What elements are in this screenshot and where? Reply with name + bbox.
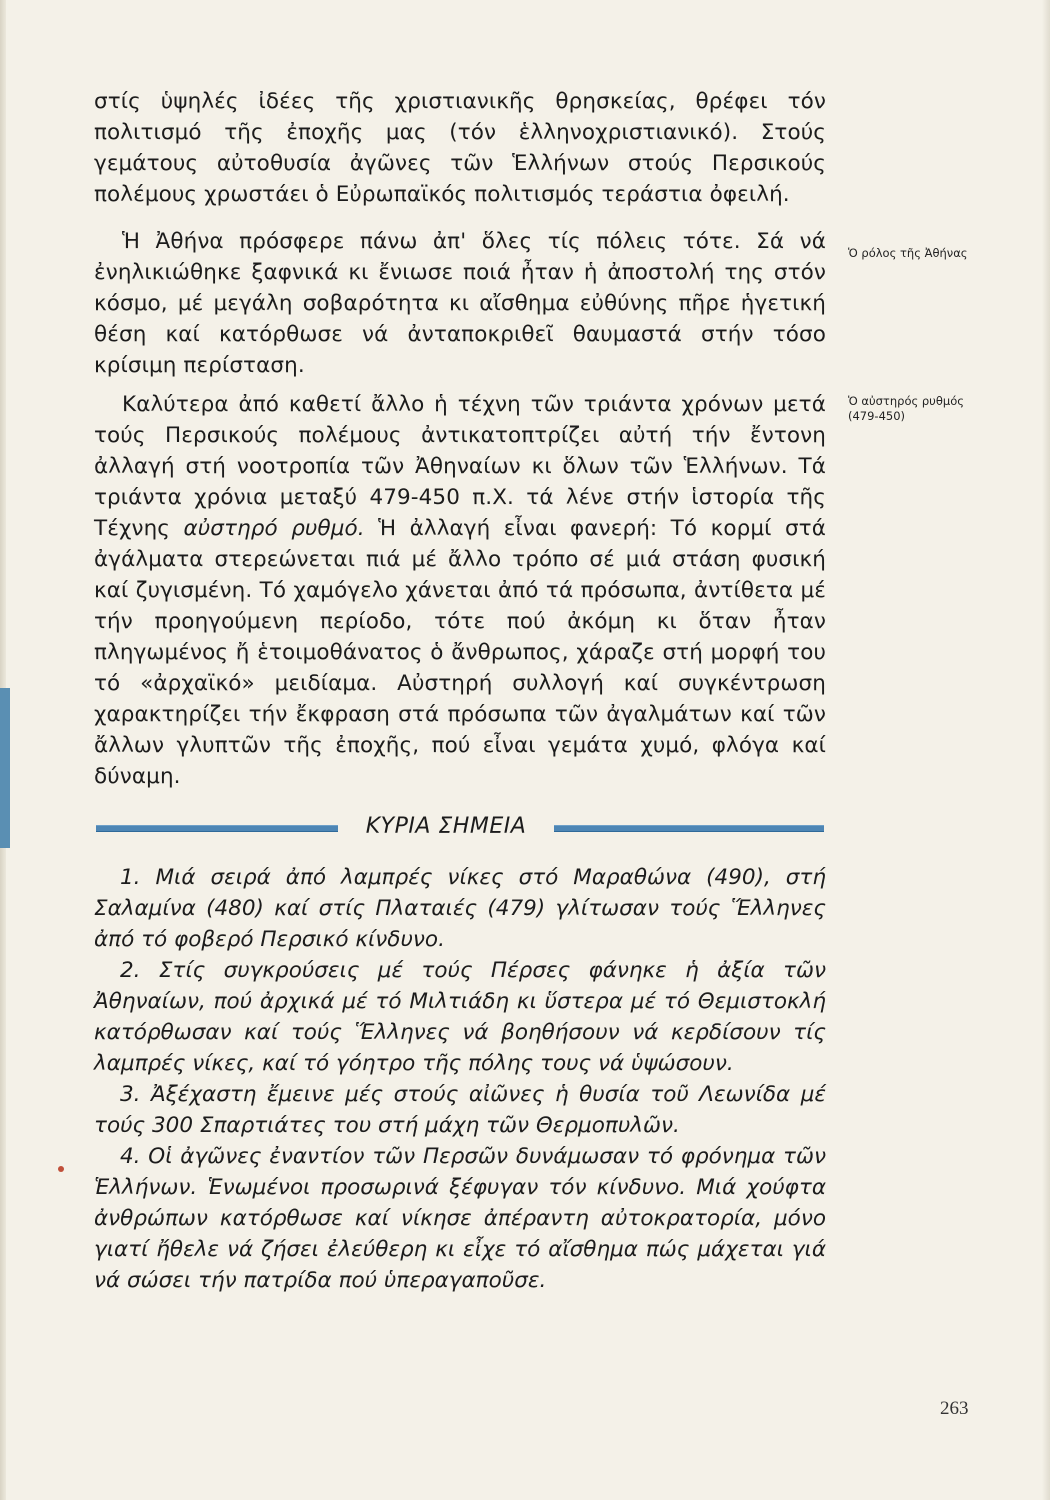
paragraph-athens-role bbox=[94, 226, 826, 381]
page-number: 263 bbox=[940, 1398, 969, 1419]
paragraph-3 bbox=[94, 389, 826, 792]
key-point-3: 3. Ἀξέχαστη ἔμεινε μές στούς αἰῶνες ἡ θυσία τοῦ Λεωνίδα μέ τούς 300 Σπαρτιάτες του στή μάχη τῶν Θερμοπυλῶν. bbox=[94, 1082, 826, 1138]
margin-note-athens-role: Ὁ ρόλος τῆς Ἀθήνας bbox=[848, 246, 968, 260]
paragraph-1: στίς ὑψηλές ἰδέες τῆς χριστιανικῆς θρησκείας, θρέφει τόν πολιτισμό τῆς ἐποχῆς μας (τόν ἑλληνοχριστιανικό). Στούς γεμάτους αὐτοθυσία ἀγῶνες τῶν Ἑλλήνων στούς Περσικούς πολέμους χρωστάει ὁ Εὐρωπαϊκός πολιτισμός τεράστια ὀφειλή. bbox=[94, 89, 826, 207]
key-point-2: 2. Στίς συγκρούσεις μέ τούς Πέρσες φάνηκε ἡ ἀξία τῶν Ἀθηναίων, πού ἀρχικά μέ τό Μιλτιάδη κι ὕστερα μέ τό Θεμιστοκλή κατόρθωσαν καί τούς Ἕλληνες νά βοηθήσουν νά κερδίσουν τίς λαμπρές νίκες, καί τό γόητρο τῆς πόλης τους νά ὑψώσουν. bbox=[94, 958, 826, 1076]
section-rule-right bbox=[554, 825, 824, 832]
side-color-tab bbox=[0, 688, 10, 848]
paragraph-severe-style bbox=[94, 389, 826, 792]
red-dot-marker bbox=[58, 1166, 64, 1172]
key-point-1: 1. Μιά σειρά ἀπό λαμπρές νίκες στό Μαραθώνα (490), στή Σαλαμίνα (480) καί στίς Πλαταιές (479) γλίτωσαν τούς Ἕλληνες ἀπό τό φοβερό Περσικό κίνδυνο. bbox=[94, 865, 826, 952]
key-point-4: 4. Οἱ ἀγῶνες ἐναντίον τῶν Περσῶν δυνάμωσαν τό φρόνημα τῶν Ἑλλήνων. Ἑνωμένοι προσωρινά ξέφυγαν τόν κίνδυνο. Μιά χούφτα ἀνθρώπων κατόρθωσε καί νίκησε ἀπέραντη αὐτοκρατορία, μόνο γιατί ἤθελε νά ζήσει ἐλεύθερη κι εἶχε τό αἴσθημα πώς μάχεται γιά νά σώσει τήν πατρίδα πού ὑπεραγαποῦσε. bbox=[94, 1144, 826, 1293]
page-edge-shadow bbox=[1042, 0, 1050, 1500]
margin-note-severe-style: Ὁ αὐστηρός ρυθμός (479-450) bbox=[848, 394, 964, 423]
key-points-list bbox=[94, 862, 826, 1296]
paragraph-3-end: Ἡ ἀλλαγή εἶναι φανερή: Τό κορμί στά ἀγάλματα στερεώνεται πιά μέ ἄλλο τρόπο σέ μιά στάση φυσική καί ζυγισμένη. Τό χαμόγελο χάνεται ἀπό τά πρόσωπα, ἀντίθετα μέ τήν προηγούμενη περίοδο, τότε πού ἀκόμη κι ὅταν ἦταν πληγωμένος ἤ ἑτοιμοθάνατος ὁ ἄνθρωπος, χάραζε στή μορφή του τό «ἀρχαϊκό» μειδίαμα. Αὐστηρή συλλογή καί συγκέντρωση χαρακτηρίζει τήν ἔκφραση στά πρόσωπα τῶν ἀγαλμάτων καί τῶν ἄλλων γλυπτῶν τῆς ἐποχῆς, πού εἶναι γεμάτα χυμό, φλόγα καί δύναμη. bbox=[94, 516, 826, 789]
paragraph-intro bbox=[94, 86, 826, 210]
section-title: ΚΥΡΙΑ ΣΗΜΕΙΑ bbox=[365, 814, 527, 839]
paragraph-3-term: αὐστηρό ρυθμό. bbox=[183, 516, 365, 541]
section-rule-left bbox=[96, 825, 338, 832]
section-header bbox=[96, 814, 824, 848]
paragraph-2: Ἡ Ἀθήνα πρόσφερε πάνω ἀπ' ὅλες τίς πόλεις τότε. Σά νά ἐνηλικιώθηκε ξαφνικά κι ἔνιωσε ποιά ἦταν ἡ ἀποστολή της στόν κόσμο, μέ μεγάλη σοβαρότητα κι αἴσθημα εὐθύνης πῆρε ἡγετική θέση καί κατόρθωσε νά ἀνταποκριθεῖ θαυμαστά στήν τόσο κρίσιμη περίσταση. bbox=[94, 229, 826, 378]
paragraph-3-start: Καλύτερα ἀπό καθετί ἄλλο ἡ τέχνη τῶν τριάντα χρόνων μετά τούς Περσικούς πολέμους ἀντικατοπτρίζει αὐτή τήν ἔντονη ἀλλαγή στή νοοτροπία τῶν Ἀθηναίων κι ὅλων τῶν Ἑλλήνων. Τά τριάντα χρόνια μεταξύ 479-450 π.Χ. τά λένε στήν ἱστορία τῆς Τέχνης bbox=[94, 392, 826, 541]
